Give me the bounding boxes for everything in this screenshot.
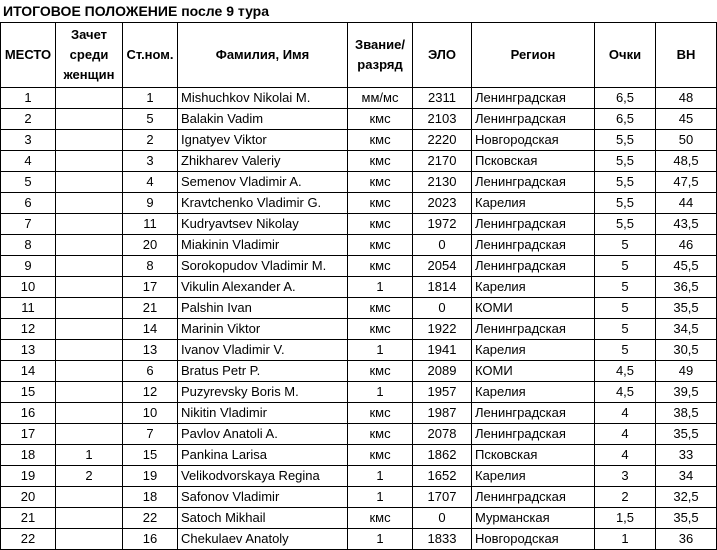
table-row [1,319,717,340]
cell-region: Карелия [472,193,595,214]
header-start-no: Ст.ном. [123,23,178,88]
cell-women [56,172,123,193]
cell-rank: 1 [348,382,413,403]
cell-rank: 1 [348,277,413,298]
cell-place: 13 [1,340,56,361]
table-row [1,466,717,487]
cell-name: Pankina Larisa [178,445,348,466]
table-title: ИТОГОВОЕ ПОЛОЖЕНИЕ после 9 тура [3,3,270,19]
cell-points: 1,5 [595,508,656,529]
cell-start-no: 9 [123,193,178,214]
cell-start-no: 6 [123,361,178,382]
cell-bh: 39,5 [656,382,717,403]
cell-region: Ленинградская [472,172,595,193]
standings-table [0,22,717,550]
cell-start-no: 13 [123,340,178,361]
cell-bh: 30,5 [656,340,717,361]
cell-points: 3 [595,466,656,487]
cell-elo: 1957 [413,382,472,403]
cell-start-no: 7 [123,424,178,445]
cell-elo: 2130 [413,172,472,193]
cell-name: Zhikharev Valeriy [178,151,348,172]
cell-start-no: 8 [123,256,178,277]
cell-start-no: 15 [123,445,178,466]
cell-women [56,382,123,403]
cell-name: Semenov Vladimir A. [178,172,348,193]
cell-rank: кмс [348,256,413,277]
cell-women [56,340,123,361]
cell-name: Satoch Mikhail [178,508,348,529]
cell-name: Nikitin Vladimir [178,403,348,424]
header-row [1,23,717,88]
table-row [1,277,717,298]
cell-rank: кмс [348,298,413,319]
cell-points: 5,5 [595,172,656,193]
cell-bh: 35,5 [656,424,717,445]
cell-women [56,487,123,508]
cell-start-no: 20 [123,235,178,256]
cell-women [56,151,123,172]
cell-region: Ленинградская [472,424,595,445]
cell-name: Ivanov Vladimir V. [178,340,348,361]
cell-place: 16 [1,403,56,424]
cell-name: Safonov Vladimir [178,487,348,508]
cell-bh: 32,5 [656,487,717,508]
cell-points: 5 [595,256,656,277]
cell-name: Miakinin Vladimir [178,235,348,256]
cell-points: 6,5 [595,109,656,130]
cell-bh: 49 [656,361,717,382]
cell-start-no: 1 [123,88,178,109]
cell-place: 3 [1,130,56,151]
cell-women [56,235,123,256]
cell-region: Ленинградская [472,319,595,340]
cell-points: 6,5 [595,88,656,109]
cell-points: 5,5 [595,130,656,151]
cell-region: КОМИ [472,298,595,319]
cell-start-no: 18 [123,487,178,508]
cell-rank: 1 [348,529,413,550]
cell-rank: кмс [348,508,413,529]
cell-elo: 0 [413,298,472,319]
cell-rank: 1 [348,340,413,361]
table-row [1,487,717,508]
cell-region: Карелия [472,340,595,361]
cell-rank: кмс [348,424,413,445]
cell-start-no: 5 [123,109,178,130]
cell-women [56,529,123,550]
cell-rank: кмс [348,214,413,235]
cell-points: 5,5 [595,214,656,235]
cell-women [56,193,123,214]
cell-name: Sorokopudov Vladimir M. [178,256,348,277]
cell-elo: 1814 [413,277,472,298]
header-bh: ВН [656,23,717,88]
header-elo: ЭЛО [413,23,472,88]
cell-place: 11 [1,298,56,319]
cell-elo: 1707 [413,487,472,508]
cell-elo: 2170 [413,151,472,172]
cell-region: КОМИ [472,361,595,382]
cell-elo: 0 [413,508,472,529]
table-row [1,382,717,403]
cell-bh: 36 [656,529,717,550]
header-women: Зачет среди женщин [56,23,123,88]
cell-name: Kravtchenko Vladimir G. [178,193,348,214]
cell-start-no: 22 [123,508,178,529]
cell-women [56,319,123,340]
cell-region: Ленинградская [472,487,595,508]
cell-bh: 47,5 [656,172,717,193]
cell-place: 2 [1,109,56,130]
cell-women [56,424,123,445]
cell-bh: 33 [656,445,717,466]
table-row [1,298,717,319]
cell-elo: 1987 [413,403,472,424]
cell-rank: мм/мс [348,88,413,109]
table-row [1,424,717,445]
cell-place: 19 [1,466,56,487]
cell-bh: 45,5 [656,256,717,277]
cell-elo: 2220 [413,130,472,151]
cell-elo: 2078 [413,424,472,445]
cell-points: 4,5 [595,361,656,382]
cell-region: Новгородская [472,130,595,151]
cell-women [56,403,123,424]
cell-place: 20 [1,487,56,508]
cell-points: 4,5 [595,382,656,403]
cell-name: Chekulaev Anatoly [178,529,348,550]
cell-name: Mishuchkov Nikolai M. [178,88,348,109]
cell-elo: 1833 [413,529,472,550]
cell-elo: 1862 [413,445,472,466]
cell-bh: 34,5 [656,319,717,340]
table-row [1,235,717,256]
cell-region: Ленинградская [472,214,595,235]
cell-name: Ignatyev Viktor [178,130,348,151]
cell-region: Ленинградская [472,109,595,130]
cell-place: 8 [1,235,56,256]
cell-place: 21 [1,508,56,529]
cell-region: Новгородская [472,529,595,550]
cell-name: Bratus Petr P. [178,361,348,382]
cell-place: 18 [1,445,56,466]
cell-bh: 48 [656,88,717,109]
cell-elo: 1972 [413,214,472,235]
cell-points: 1 [595,529,656,550]
cell-place: 4 [1,151,56,172]
table-row [1,361,717,382]
cell-bh: 36,5 [656,277,717,298]
cell-women [56,109,123,130]
cell-women [56,298,123,319]
cell-elo: 1941 [413,340,472,361]
cell-rank: 1 [348,466,413,487]
cell-bh: 48,5 [656,151,717,172]
cell-points: 5 [595,277,656,298]
cell-rank: кмс [348,193,413,214]
cell-bh: 44 [656,193,717,214]
cell-region: Ленинградская [472,403,595,424]
cell-women: 1 [56,445,123,466]
cell-region: Ленинградская [472,235,595,256]
cell-bh: 45 [656,109,717,130]
cell-points: 4 [595,403,656,424]
cell-start-no: 16 [123,529,178,550]
cell-points: 5 [595,235,656,256]
cell-region: Мурманская [472,508,595,529]
cell-rank: 1 [348,487,413,508]
cell-points: 4 [595,424,656,445]
header-rank: Звание/ разряд [348,23,413,88]
cell-name: Kudryavtsev Nikolay [178,214,348,235]
cell-bh: 46 [656,235,717,256]
cell-points: 5,5 [595,151,656,172]
cell-region: Ленинградская [472,256,595,277]
table-row [1,508,717,529]
cell-elo: 1652 [413,466,472,487]
table-row [1,109,717,130]
cell-points: 5 [595,319,656,340]
cell-place: 22 [1,529,56,550]
cell-rank: кмс [348,109,413,130]
header-points: Очки [595,23,656,88]
cell-bh: 35,5 [656,508,717,529]
cell-place: 1 [1,88,56,109]
cell-women [56,256,123,277]
cell-place: 15 [1,382,56,403]
cell-start-no: 19 [123,466,178,487]
cell-women [56,214,123,235]
cell-start-no: 4 [123,172,178,193]
cell-region: Псковская [472,151,595,172]
cell-elo: 0 [413,235,472,256]
cell-name: Marinin Viktor [178,319,348,340]
cell-elo: 2054 [413,256,472,277]
cell-bh: 34 [656,466,717,487]
header-place: МЕСТО [1,23,56,88]
cell-place: 10 [1,277,56,298]
cell-women [56,361,123,382]
cell-place: 14 [1,361,56,382]
table-body [1,88,717,550]
cell-women [56,277,123,298]
table-row [1,172,717,193]
cell-place: 6 [1,193,56,214]
table-row [1,193,717,214]
cell-bh: 43,5 [656,214,717,235]
table-row [1,403,717,424]
cell-start-no: 3 [123,151,178,172]
cell-elo: 2103 [413,109,472,130]
cell-women: 2 [56,466,123,487]
cell-points: 5 [595,340,656,361]
cell-elo: 2023 [413,193,472,214]
cell-start-no: 12 [123,382,178,403]
header-region: Регион [472,23,595,88]
cell-place: 17 [1,424,56,445]
cell-name: Balakin Vadim [178,109,348,130]
table-row [1,130,717,151]
cell-elo: 2311 [413,88,472,109]
cell-elo: 1922 [413,319,472,340]
cell-points: 5,5 [595,193,656,214]
cell-start-no: 14 [123,319,178,340]
cell-start-no: 17 [123,277,178,298]
cell-start-no: 11 [123,214,178,235]
cell-rank: кмс [348,361,413,382]
cell-start-no: 21 [123,298,178,319]
cell-start-no: 2 [123,130,178,151]
cell-rank: кмс [348,130,413,151]
cell-points: 2 [595,487,656,508]
table-row [1,340,717,361]
table-row [1,214,717,235]
cell-bh: 50 [656,130,717,151]
cell-points: 4 [595,445,656,466]
cell-name: Palshin Ivan [178,298,348,319]
cell-name: Puzyrevsky Boris M. [178,382,348,403]
table-row [1,445,717,466]
cell-place: 5 [1,172,56,193]
cell-region: Ленинградская [472,88,595,109]
cell-region: Карелия [472,277,595,298]
cell-place: 12 [1,319,56,340]
cell-name: Pavlov Anatoli A. [178,424,348,445]
cell-region: Псковская [472,445,595,466]
cell-rank: кмс [348,319,413,340]
cell-name: Vikulin Alexander A. [178,277,348,298]
cell-region: Карелия [472,382,595,403]
table-row [1,151,717,172]
cell-elo: 2089 [413,361,472,382]
cell-women [56,130,123,151]
cell-rank: кмс [348,445,413,466]
cell-points: 5 [595,298,656,319]
cell-start-no: 10 [123,403,178,424]
cell-place: 7 [1,214,56,235]
header-name: Фамилия, Имя [178,23,348,88]
cell-place: 9 [1,256,56,277]
cell-women [56,508,123,529]
table-row [1,529,717,550]
cell-bh: 38,5 [656,403,717,424]
cell-rank: кмс [348,151,413,172]
cell-rank: кмс [348,403,413,424]
cell-rank: кмс [348,235,413,256]
cell-name: Velikodvorskaya Regina [178,466,348,487]
cell-rank: кмс [348,172,413,193]
table-row [1,88,717,109]
cell-women [56,88,123,109]
table-row [1,256,717,277]
cell-region: Карелия [472,466,595,487]
cell-bh: 35,5 [656,298,717,319]
